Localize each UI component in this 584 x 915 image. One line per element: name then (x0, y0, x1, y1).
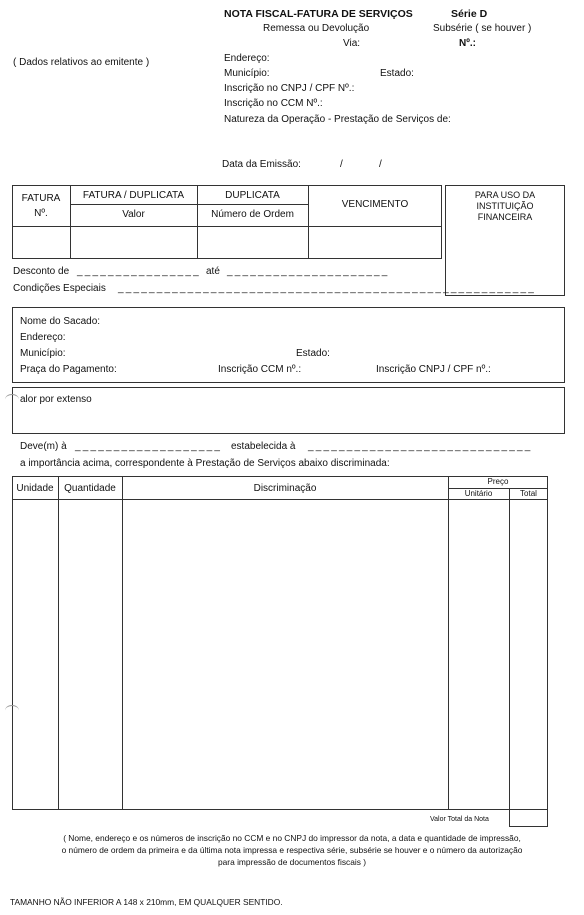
discriminacao-header: Discriminação (253, 483, 317, 494)
quantidade-header: Quantidade (64, 483, 116, 494)
punch-mark-2 (5, 705, 19, 716)
punch-mark (5, 394, 19, 405)
sacado-cnpj-label: Inscrição CNPJ / CPF nº.: (376, 364, 491, 375)
deve-blank: _ _ _ _ _ _ _ _ _ _ _ _ _ _ _ _ _ _ _ (75, 441, 220, 452)
sacado-nome-label: Nome do Sacado: (20, 316, 101, 327)
duplicata-header: DUPLICATA (225, 190, 280, 201)
financeira-line-2: INSTITUIÇÃO (476, 201, 534, 211)
unidade-col-divider (58, 476, 59, 810)
valor-extenso-box (12, 387, 565, 434)
remessa-label: Remessa ou Devolução (263, 23, 370, 34)
emitente-estado-label: Estado: (380, 68, 414, 79)
financeira-line-3: FINANCEIRA (477, 212, 533, 222)
tamanho-note: TAMANHO NÃO INFERIOR A 148 x 210mm, EM QUALQUER SENTIDO. (10, 897, 283, 907)
desconto-blank: _ _ _ _ _ _ _ _ _ _ _ _ _ _ _ _ (77, 266, 199, 277)
footer-line-2: o número de ordem da primeira e da última nota impressa e respectiva série, subsérie se houver e o número da autorização (61, 845, 523, 855)
deve-label: Deve(m) à (20, 441, 67, 452)
fatura-header-bottom-line (12, 226, 442, 227)
fatura-header: FATURA (21, 193, 61, 204)
emitente-ccm-label: Inscrição no CCM Nº.: (224, 98, 323, 109)
numero-label: Nº.: (459, 38, 476, 49)
financeira-line-1: PARA USO DA (474, 190, 536, 200)
sacado-endereco-label: Endereço: (20, 332, 66, 343)
condicoes-blank: _ _ _ _ _ _ _ _ _ _ _ _ _ _ _ _ _ _ _ _ _ _ _ _ _ _ _ _ _ _ _ _ _ _ _ _ _ _ _ _ _ _ _ _ _ _ _ _ _ _ _ _ _ _ (118, 283, 534, 294)
praca-pagamento-label: Praça do Pagamento: (20, 364, 117, 375)
valor-total-box (509, 810, 548, 827)
footer-line-1: ( Nome, endereço e os números de inscrição no CCM e no CNPJ do impressor da nota, a data e quantidade de impressão, (63, 833, 521, 843)
ate-label: até (206, 266, 220, 277)
duplicata-col-divider (308, 185, 309, 259)
sacado-estado-label: Estado: (296, 348, 330, 359)
emitente-cnpj-label: Inscrição no CNPJ / CPF Nº.: (224, 83, 355, 94)
unidade-header: Unidade (16, 483, 54, 494)
total-header: Total (520, 489, 537, 498)
items-header-bottom-line (12, 499, 548, 500)
vencimento-header: VENCIMENTO (341, 199, 409, 210)
unitario-col-divider (509, 488, 510, 827)
sacado-ccm-label: Inscrição CCM nº.: (218, 364, 302, 375)
data-emissao-label: Data da Emissão: (222, 159, 301, 170)
date-slash-1: / (340, 159, 343, 170)
unitario-header: Unitário (464, 489, 493, 498)
numero-ordem-header: Número de Ordem (211, 209, 294, 220)
importancia-text: a importância acima, correspondente à Prestação de Serviços abaixo discriminada: (20, 458, 390, 469)
emitente-municipio-label: Município: (224, 68, 270, 79)
fatura-duplicata-header: FATURA / DUPLICATA (82, 190, 185, 201)
footer-line-3: para impressão de documentos fiscais ) (217, 857, 367, 867)
estabelecida-label: estabelecida à (231, 441, 296, 452)
ate-blank: _ _ _ _ _ _ _ _ _ _ _ _ _ _ _ _ _ _ _ _ _ (227, 266, 388, 277)
fd-subheader-line (70, 204, 308, 205)
natureza-operacao-label: Natureza da Operação - Prestação de Serviços de: (224, 114, 451, 125)
sacado-municipio-label: Município: (20, 348, 66, 359)
valor-extenso-label: alor por extenso (20, 394, 92, 405)
estabelecida-blank: _ _ _ _ _ _ _ _ _ _ _ _ _ _ _ _ _ _ _ _ _ _ _ _ _ _ _ _ _ (308, 441, 530, 452)
emitente-note: ( Dados relativos ao emitente ) (13, 57, 150, 68)
date-slash-2: / (379, 159, 382, 170)
desconto-label: Desconto de (13, 266, 70, 277)
discriminacao-col-divider (448, 476, 449, 810)
preco-header: Preço (487, 477, 509, 486)
condicoes-especiais-label: Condições Especiais (13, 283, 106, 294)
subserie-label: Subsérie ( se houver ) (433, 23, 532, 34)
valor-header: Valor (122, 209, 145, 220)
fatura-no-header: Nº. (34, 208, 48, 219)
serie-label: Série D (451, 8, 488, 20)
quantidade-col-divider (122, 476, 123, 810)
emitente-endereco-label: Endereço: (224, 53, 270, 64)
items-table (12, 476, 548, 810)
via-label: Via: (343, 38, 361, 49)
document-title: NOTA FISCAL-FATURA DE SERVIÇOS (224, 8, 413, 20)
valor-total-label: Valor Total da Nota (430, 816, 489, 823)
